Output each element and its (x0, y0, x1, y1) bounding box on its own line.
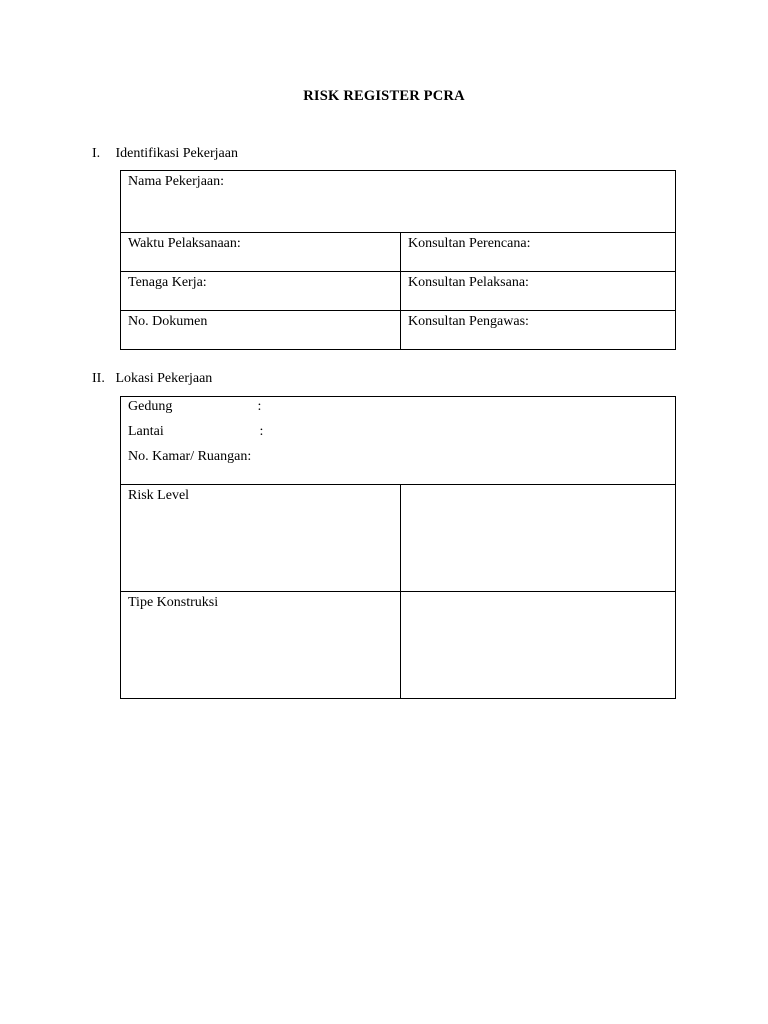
risk-level-label: Risk Level (128, 488, 190, 503)
gedung-label: Gedung (128, 399, 173, 414)
table-row (121, 233, 676, 272)
no-dokumen-label: No. Dokumen (128, 314, 208, 329)
konsultan-perencana-field[interactable] (401, 233, 676, 272)
konsultan-pelaksana-label: Konsultan Pelaksana: (408, 275, 529, 290)
kamar-label: No. Kamar/ Ruangan: (128, 449, 252, 464)
section-title: Identifikasi Pekerjaan (115, 146, 238, 161)
kamar-line (128, 448, 668, 473)
identification-table (120, 170, 676, 350)
tipe-konstruksi-value-field[interactable] (401, 592, 676, 699)
lantai-line (128, 423, 668, 448)
table-row (121, 311, 676, 350)
table-row (121, 272, 676, 311)
document-title: RISK REGISTER PCRA (303, 88, 465, 104)
konsultan-pengawas-field[interactable] (401, 311, 676, 350)
location-field[interactable] (121, 397, 676, 485)
tipe-konstruksi-label-cell (121, 592, 401, 699)
tipe-konstruksi-label: Tipe Konstruksi (128, 595, 219, 610)
table-row (121, 485, 676, 592)
risk-level-label-cell (121, 485, 401, 592)
tenaga-kerja-field[interactable] (121, 272, 401, 311)
nama-pekerjaan-field[interactable] (121, 171, 676, 233)
table-row (121, 592, 676, 699)
location-table (120, 396, 676, 699)
gedung-line (128, 398, 668, 423)
section-heading-lokasi (92, 371, 212, 387)
section-title: Lokasi Pekerjaan (115, 371, 213, 386)
table-row (121, 171, 676, 233)
lantai-label: Lantai (128, 424, 164, 439)
section-heading-identifikasi (92, 146, 238, 162)
gedung-colon: : (257, 399, 262, 414)
section-number: II. (92, 371, 105, 386)
tenaga-kerja-label: Tenaga Kerja: (128, 275, 207, 290)
lantai-colon: : (259, 424, 264, 439)
no-dokumen-field[interactable] (121, 311, 401, 350)
section-number: I. (92, 146, 101, 161)
konsultan-pelaksana-field[interactable] (401, 272, 676, 311)
konsultan-perencana-label: Konsultan Perencana: (408, 236, 531, 251)
waktu-pelaksanaan-label: Waktu Pelaksanaan: (128, 236, 241, 251)
table-row (121, 397, 676, 485)
nama-pekerjaan-label: Nama Pekerjaan: (128, 174, 225, 189)
risk-level-value-field[interactable] (401, 485, 676, 592)
konsultan-pengawas-label: Konsultan Pengawas: (408, 314, 529, 329)
waktu-pelaksanaan-field[interactable] (121, 233, 401, 272)
